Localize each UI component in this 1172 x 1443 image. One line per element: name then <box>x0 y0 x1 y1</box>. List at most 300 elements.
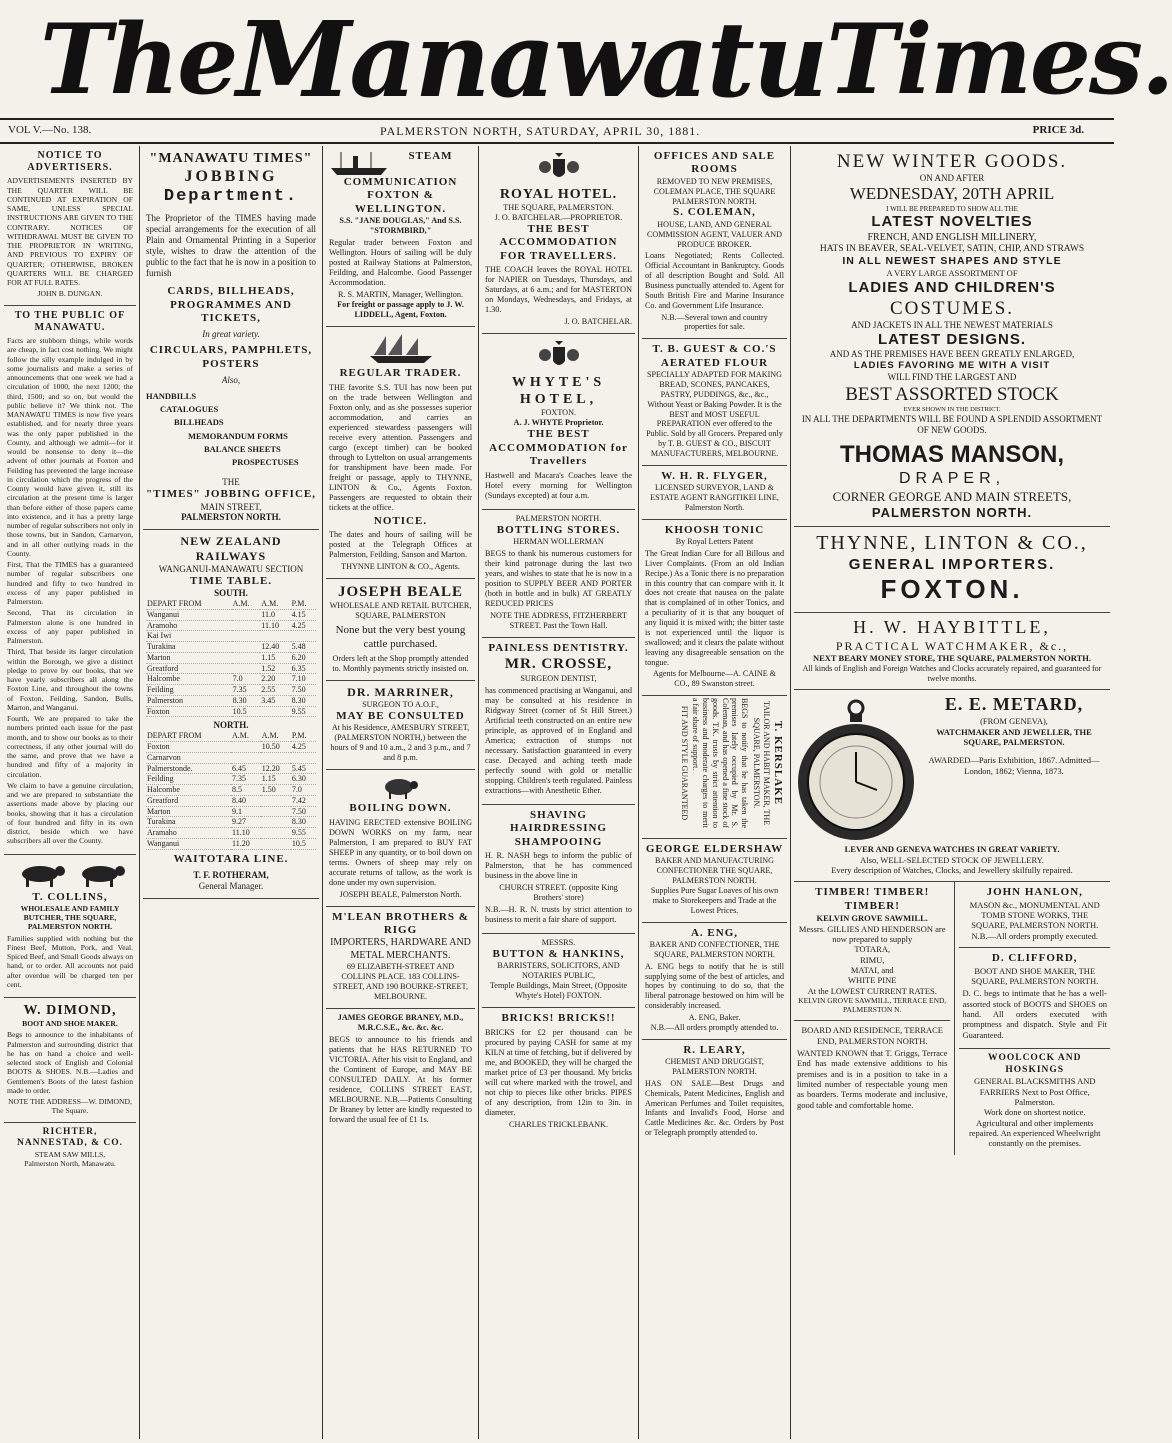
ad-heading: REGULAR TRADER. <box>339 367 462 380</box>
ad-trade: HOUSE, LAND, AND GENERAL COMMISSION AGENT, VALUER AND PRODUCE BROKER. <box>647 219 782 249</box>
manson-ad <box>794 146 1110 527</box>
regular-trader-ad <box>326 327 475 579</box>
clifford-ad <box>959 948 1110 1049</box>
departure-time: 1.15 <box>261 774 291 785</box>
ad-name: BUTTON & HANKINS, <box>492 948 625 960</box>
station-name: Foxton <box>146 742 231 753</box>
station-name: Carnarvon <box>146 752 231 763</box>
ad-name: A. ENG, <box>690 926 739 939</box>
ad-line: IN ALL NEWEST SHAPES AND STYLE <box>842 255 1062 268</box>
ad-body: The Great Indian Cure for all Billous and Liver Complaints. (From an old Indian Recipe.) As a Tonic there is no preparation in this country that can compare with it. It does not create that nausea on the palate that is complained of in other Tonics, and a peculiarity of it is that any bouquet of any liquid it is mixed with; the bitter taste is not experienced until the liquor is swallowed; and it clears the palate without leaving any disagreeable sensation on the tongue. <box>645 549 784 667</box>
departure-time <box>260 631 290 642</box>
ad-line: WEDNESDAY, 20TH APRIL <box>849 184 1055 204</box>
departure-time <box>261 817 291 828</box>
column-4 <box>482 146 635 1439</box>
ad-name: THYNNE, LINTON & CO., <box>816 532 1088 555</box>
ad-body: Families supplied with nothing but the Finest Beef, Mutton, Pork, and Veal. Spiced Beef, and Small Goods always on hand, or to order. All accounts not paid after overdue will be charged ten per cent. <box>7 933 133 989</box>
ad-line: PALMERSTON NORTH. <box>515 513 602 523</box>
railway-timetable <box>143 530 319 898</box>
departure-time: 7.0 <box>232 674 261 685</box>
ad-line: LADIES FAVORING ME WITH A VISIT <box>853 360 1051 372</box>
departure-time <box>260 706 290 717</box>
ad-line: SPECIALLY ADAPTED FOR MAKING BREAD, SCONES, PANCAKES, PASTRY, PUDDINGS, &c., &c., <box>647 370 782 399</box>
ad-heading: NEW WINTER GOODS. <box>836 151 1068 172</box>
ad-body: Third, That beside its larger circulation within the Borough, we give a distinct pledge to prove by our books, that we have yearly subscribers all along the Foxton Line, and throughout the towns of Foxton, Feilding, Sandon, Bulls, Marton, and Wanganui. <box>7 647 133 712</box>
ad-line: HATS IN BEAVER, SEAL-VELVET, SATIN, CHIP, AND STRAWS <box>819 243 1085 254</box>
public-notice <box>4 306 136 855</box>
departure-time <box>291 631 316 642</box>
ad-body: Fourth, We are prepared to take the numbers printed each issue for the past month, and to show our books as to their correctness, if any other journal will do the same, and prove that we have a hundred and fifty of a majority in circulation. <box>7 714 133 779</box>
ad-body: D. C. begs to intimate that he has a well-assorted stock of BOOTS and SHOES on hand. All orders executed with promptness and dispatch. Style and Fit Guaranteed. <box>962 988 1107 1040</box>
ad-body: N.B.—H. R. N. trusts by strict attention to business to merit a fair share of support. <box>485 905 632 924</box>
ad-line: "TIMES" JOBBING OFFICE, <box>146 488 316 501</box>
ad-title: Department. <box>163 186 299 206</box>
table-row <box>146 763 316 774</box>
ad-body: THE favorite S.S. TUI has now been put on the trade between Wellington and Foxton only, and as she possesses superior accommodation, and carries an experienced stewardess passengers will receive every attention. Passengers and cargo (except timber) can be booked through to Lyttelton on usual arrangements for transhipment have been made. For freight or passage, apply to THYNNE, LINTON & Co., Agents Foxton. Passengers are requested to obtain their tickets at the office. <box>329 382 472 512</box>
ad-trade: LICENSED SURVEYOR, LAND & ESTATE AGENT RANGITIKEI LINE, <box>650 483 779 503</box>
ad-line: KELVIN GROVE SAWMILL. <box>816 913 928 924</box>
ad-trade: BAKER AND CONFECTIONER, THE SQUARE, PALMERSTON NORTH. <box>649 940 780 959</box>
ad-line: LATEST NOVELTIES <box>871 213 1033 231</box>
ad-heading: OFFICES AND SALE ROOMS <box>653 150 776 176</box>
column-1 <box>4 146 136 1439</box>
ad-line: AND JACKETS IN ALL THE NEWEST MATERIALS <box>851 320 1053 331</box>
station-name: Palmerston <box>146 695 232 706</box>
ad-name: D. CLIFFORD, <box>991 952 1078 965</box>
departure-time: 12.20 <box>261 763 291 774</box>
ad-line: A. J. WHYTE Proprietor. <box>513 418 604 428</box>
ad-line: PALMERSTON NORTH. <box>181 512 281 523</box>
ad-line: NEXT BEARY MONEY STORE, THE SQUARE, PALMERSTON NORTH. <box>812 653 1092 664</box>
departure-time <box>232 609 261 620</box>
departure-time <box>261 795 291 806</box>
table-row <box>146 838 316 849</box>
ad-line: AWARDED—Paris Exhibition, 1867. Admitted—London, 1862; Vienna, 1873. <box>928 755 1100 776</box>
ad-line: I WILL BE PREPARED TO SHOW ALL THE <box>886 204 1018 213</box>
ad-heading: BOTTLING STORES. <box>496 523 621 536</box>
title-word-manawatu: Manawatu <box>236 0 827 121</box>
collins-ad <box>4 855 136 999</box>
ad-heading: STEAM COMMUNICATION <box>343 150 458 188</box>
list-item: CATALOGUES <box>160 404 219 415</box>
timber-item: WHITE PINE <box>848 975 897 986</box>
dimond-ad <box>4 998 136 1123</box>
ad-signature: T. F. ROTHERAM, <box>193 869 269 880</box>
eldershaw-ad <box>642 839 787 923</box>
departure-time: 7.50 <box>291 806 316 817</box>
ad-name: R. LEARY, <box>683 1043 746 1056</box>
station-name: Turakina <box>146 817 231 828</box>
table-header: DEPART FROM <box>146 599 232 609</box>
ad-note: FIT AND STYLE GUARANTEED <box>679 705 689 821</box>
list-item: HANDBILLS <box>146 391 197 402</box>
title-word-times: Times. <box>826 2 1172 116</box>
ad-trade: GENERAL IMPORTERS. <box>848 555 1056 573</box>
station-name: Palmerstonde. <box>146 763 231 774</box>
steamship-icon <box>329 150 389 176</box>
ad-trade: BARRISTERS, SOLICITORS, AND NOTARIES PUBLIC, <box>497 961 620 981</box>
station-name: Greatford <box>146 795 231 806</box>
table-row <box>146 652 316 663</box>
column-rule <box>139 146 140 1439</box>
richter-ad <box>4 1123 136 1175</box>
bricks-ad <box>482 1008 635 1135</box>
table-header: A.M. <box>232 599 261 609</box>
ad-body: A. ENG begs to notify that he is still supplying some of the best of articles, and hopes by continuing to do so, that the liberal patronage bestowed on him will be considerably increased. <box>645 961 784 1011</box>
ad-trade: GENERAL BLACKSMITHS AND FARRIERS Next to Post Office, Palmerston. <box>973 1076 1096 1107</box>
ad-line: KELVIN GROVE SAWMILL, TERRACE END, PALMERSTON N. <box>798 996 947 1015</box>
ad-line: S.S. "JANE DOUGLAS," And S.S. "STORMBIRD," <box>339 216 462 236</box>
departure-time: 11.0 <box>260 609 290 620</box>
ad-line: J. O. BATCHELAR.—PROPRIETOR. <box>494 213 623 223</box>
departure-time: 11.10 <box>231 828 261 839</box>
departure-time: 4.25 <box>291 742 316 753</box>
departure-time: 4.25 <box>291 620 316 631</box>
ad-trade: SURGEON TO A.O.F., <box>362 699 439 709</box>
ad-line: THE <box>222 477 240 488</box>
table-row <box>146 828 316 839</box>
ad-heading: BOILING DOWN. <box>349 802 452 815</box>
leary-ad <box>642 1040 787 1146</box>
table-row <box>146 609 316 620</box>
ad-name: RICHTER, NANNESTAD, & CO. <box>16 1126 124 1149</box>
ad-body: All kinds of English and Foreign Watches and Clocks accurately repaired, and guaranteed for twelve months. <box>802 663 1102 683</box>
departure-time: 7.42 <box>291 795 316 806</box>
ad-body: BEGS to notify that he has taken the premises lately occupied by Mr. S. Coleman, and has opened a fine stock of goods. T.K. trusts by strict attention to business and moderate charges to merit a fair share of support. <box>691 698 750 829</box>
price: PRICE 3d. <box>1032 124 1084 136</box>
ad-note: N.B.—Several town and country properties for sale. <box>661 312 768 332</box>
haybittle-ad <box>794 613 1110 690</box>
ad-heading: PAINLESS DENTISTRY. <box>488 642 629 655</box>
ad-signature: THYNNE LINTON & CO., Agents. <box>341 562 460 572</box>
metard-ad <box>794 690 1110 882</box>
ad-body: Loans Negotiated; Rents Collected. Official Accountant in Bankruptcy. Goods of all description Bought and Sold. All Business punctually attended to. Agent for South British Fire and Marine Insurance Co. and Government Life Insurance. <box>645 251 784 310</box>
departure-time: 12.40 <box>260 642 290 653</box>
bottom-ads <box>794 882 1110 1154</box>
ad-note: NOTE THE ADDRESS—W. DIMOND, The Square. <box>8 1097 132 1116</box>
ad-line: WANGANUI-MANAWATU SECTION <box>158 563 304 574</box>
eng-ad <box>642 923 787 1040</box>
departure-time <box>231 752 261 763</box>
station-name: Greatford <box>146 663 232 674</box>
ad-line: WILL FIND THE LARGEST AND <box>887 371 1017 382</box>
table-header: P.M. <box>291 599 316 609</box>
ad-heading: TO THE PUBLIC OF MANAWATU. <box>14 309 126 333</box>
table-header: A.M. <box>260 599 290 609</box>
table-row <box>146 685 316 696</box>
ad-line: AND AS THE PREMISES HAVE BEEN GREATLY ENLARGED, <box>829 349 1075 360</box>
ad-body: None but the very best young cattle purchased. <box>335 624 466 650</box>
ad-body: Work done on shortest notice. Agricultural and other implements repaired. An experienced Wheelwright constantly on the premises. <box>968 1107 1101 1149</box>
guest-flour-ad <box>642 339 787 466</box>
station-name: Aramaho <box>146 828 231 839</box>
departure-time: 9.1 <box>231 806 261 817</box>
khoosh-ad <box>642 520 787 696</box>
ad-line: WAITOTARA LINE. <box>173 852 289 865</box>
timber-item: MATAI, and <box>850 964 894 975</box>
ad-body: We claim to have a genuine circulation, and we are prepared to substantiate the assertions made above by placing our books, showing that it has a circulation of four hundred and fifty in its own district, beside which we have subscribers all over the County. <box>7 780 133 846</box>
title-word-the: The <box>40 2 237 116</box>
departure-time: 8.30 <box>291 695 316 706</box>
column-rule <box>478 146 479 1439</box>
ad-body: Messrs. GILLIES AND HENDERSON are now prepared to supply <box>798 923 946 944</box>
departure-time: 5.48 <box>291 642 316 653</box>
station-name: Wanganui <box>146 838 231 849</box>
ad-line: Also, WELL-SELECTED STOCK OF JEWELLERY. <box>860 854 1044 865</box>
departure-time: 1.50 <box>261 785 291 796</box>
ad-signature: JOSEPH BEALE, Palmerston North. <box>339 889 462 899</box>
departure-time <box>231 742 261 753</box>
ad-trade: BAKER AND MANUFACTURING CONFECTIONER THE SQUARE, PALMERSTON NORTH. <box>654 856 774 886</box>
ad-body: Supplies Pure Sugar Loaves of his own make to Storekeepers and Trade at the Lowest Prices. <box>650 886 779 915</box>
nash-ad <box>482 805 635 934</box>
ad-body: has commenced practising at Wanganui, and may be consulted at his residence in Ridgway Street (corner of St Hill Street.) Artificial teeth constructed on an entire new principle, as approved of in England and America; extraction of stumps not necessary. Satisfaction guaranteed in every case. Decayed and aching teeth made perfectly sound with gold or metallic stopping. Children's teeth regulated. Painless extractions—with Anesthetic Ether. <box>485 685 633 795</box>
mclean-ad <box>326 907 475 1009</box>
departure-time: 7.0 <box>291 785 316 796</box>
ad-line: EVER SHOWN IN THE DISTRICT. <box>903 406 1001 414</box>
volume-number: VOL V.—No. 138. <box>8 124 92 136</box>
ad-line: FOXTON. <box>880 574 1024 605</box>
station-name: Marton <box>146 806 231 817</box>
table-header: A.M. <box>231 731 261 741</box>
departure-time <box>232 663 261 674</box>
ad-body: Hastwell and Macara's Coaches leave the Hotel every morning for Wellington (Sundays excepted) at four a.m. <box>485 470 632 500</box>
boiling-down-ad <box>326 770 475 906</box>
ad-body: Begs to announce to the inhabitants of Palmerston and surrounding district that he has on hand a choice and well-selected stock of English and Colonial BOOTS & SHOES. N.B.—Ladies and Gentlemen's Boots of the latest fashion made to order. <box>7 1030 133 1095</box>
ad-heading: T. B. GUEST & CO.'S AERATED FLOUR <box>652 343 777 369</box>
ad-line: CHURCH STREET. (opposite King Brothers' store) <box>499 883 618 902</box>
ad-line: At the LOWEST CURRENT RATES. <box>807 985 937 996</box>
ad-body: Facts are stubborn things, while words are cheap, in fact cost nothing. We might follow the silly example indulged in by some journalists and make a series of announcements that one week we had a circulation of 1000, the next 1200; the third, 1500; and so on, but would the public believe it? We think not. The MANAWATU TIMES is now five years established, and for nearly three years was the only paper published in the County, and although we admit—for it would be nonsense to deny it—the advent of other journals at Foxton and Feilding has prevented the large increase in circulation which the progress of the County would have given it, still its circulation at the present time is larger than before either of those papers came into existence, and it has a pretty large number of regular subscribers not only in those towns, but in Sandon, Carnarvon, and in all other outlying roads in the County. <box>7 336 133 558</box>
departure-time <box>261 752 291 763</box>
beale-ad <box>326 579 475 681</box>
departure-time: 9.55 <box>291 706 316 717</box>
ad-name: WHYTE'S HOTEL, <box>511 375 606 408</box>
steam-ad <box>326 146 475 327</box>
ad-name: HERMAN WOLLERMAN <box>513 537 604 547</box>
table-row <box>146 663 316 674</box>
departure-time: 7.35 <box>232 685 261 696</box>
braney-ad <box>326 1009 475 1133</box>
kerslake-ad <box>642 696 787 839</box>
table-row <box>146 806 316 817</box>
ad-note: N.B.—All orders promptly attended to. <box>650 1022 779 1032</box>
column-5 <box>642 146 787 1439</box>
ad-body: Regular trader between Foxton and Wellington. Hours of sailing will be duly posted at Railway Stations at Palmerston, Feilding, and Halcombe. Good Passenger Accommodation. <box>329 238 472 288</box>
ad-line: LEVER AND GENEVA WATCHES IN GREAT VARIETY. <box>844 844 1060 855</box>
ad-trade: PRACTICAL WATCHMAKER, &c., <box>835 638 1069 653</box>
ad-line: FOXTON & WELLINGTON. <box>354 189 447 215</box>
ad-body: ADVERTISEMENTS INSERTED BY THE QUARTER WILL BE CONTINUED AT EXPIRATION OF SAME, UNLESS SPECIAL INSTRUCTIONS ARE GIVEN TO THE CONTRARY. NOTICES OF WITHDRAWAL MUST BE GIVEN TO THE PROPRIETOR IN WRITING, AND PREVIOUS TO EXPIRY OF QUARTER; OTHERWISE, BROKEN QUARTERS WILL BE CHARGED FOR AT FULL RATES. <box>7 176 133 288</box>
ad-line: BEST ASSORTED STOCK <box>845 383 1059 405</box>
station-name: Aramoho <box>146 620 232 631</box>
departure-time <box>232 642 261 653</box>
ad-trade: BOOT AND SHOE MAKER. <box>22 1019 118 1029</box>
coleman-ad <box>642 146 787 339</box>
departure-time: 8.30 <box>232 695 261 706</box>
ad-note: NOTE THE ADDRESS, FITZHERBERT STREET. Past the Town Hall. <box>490 611 627 631</box>
woolcock-ad <box>959 1049 1110 1155</box>
ad-line: LATEST DESIGNS. <box>877 331 1027 349</box>
table-row <box>146 817 316 828</box>
departure-time: 1.15 <box>260 652 290 663</box>
ad-line: THE BEST ACCOMMODATION for Travellers <box>489 428 628 468</box>
column-rule <box>322 146 323 1439</box>
departure-time: 8.30 <box>291 817 316 828</box>
ad-line: By Royal Letters Patent <box>675 537 754 547</box>
ad-trade: WHOLESALE AND RETAIL BUTCHER, SQUARE, PALMERSTON <box>329 601 472 621</box>
table-row <box>146 785 316 796</box>
departure-time <box>232 652 261 663</box>
departure-time: 7.10 <box>291 674 316 685</box>
ad-name: MR. CROSSE, <box>504 656 613 673</box>
ad-line: (FROM GENEVA), <box>980 716 1048 727</box>
ad-body: HAS ON SALE—Best Drugs and Chemicals, Patent Medicines, English and American Perfumes and Toilet requisites, Infants and Invalid's Food, Horse and Cattle Medicines &c. &c. Orders by Post or Telegraph promptly attended to. <box>645 1078 784 1138</box>
ad-signature: General Manager. <box>198 880 264 891</box>
ad-line: PALMERSTON NORTH. <box>871 504 1033 520</box>
coat-of-arms-icon <box>537 341 581 371</box>
ad-trade: MASON &c., MONUMENTAL AND TOMB STONE WORKS, THE SQUARE, PALMERSTON NORTH. <box>969 899 1100 931</box>
table-row <box>146 752 316 763</box>
ad-line: A VERY LARGE ASSORTMENT OF <box>886 268 1018 279</box>
ad-line: ON AND AFTER <box>919 173 985 184</box>
departure-time: 11.10 <box>260 620 290 631</box>
ad-name: JOSEPH BEALE <box>338 584 463 601</box>
ad-heading: TIMBER! TIMBER! TIMBER! <box>815 886 930 912</box>
ad-trade: TAILOR AND HABIT MAKER, THE SQUARE, PALMERSTON. <box>751 700 771 826</box>
bottom-left-ads <box>794 882 955 1154</box>
ad-name: W. DIMOND, <box>23 1003 117 1019</box>
timber-item: TOTARA, <box>854 944 891 955</box>
ad-line: MAIN STREET, <box>200 501 262 512</box>
ad-line: COSTUMES. <box>889 297 1015 319</box>
ad-trade: SURGEON DENTIST, <box>520 673 597 683</box>
table-header: A.M. <box>261 731 291 741</box>
timber-item: RIMU, <box>860 954 885 965</box>
station-name: Turakina <box>146 642 232 653</box>
ad-line: MESSRS. <box>541 938 576 947</box>
jobbing-ad <box>143 146 319 530</box>
ad-body: First, That the TIMES has a guaranteed number of regular subscribers one hundred and fifty to two hundred in excess of any paper published in Palmerston. <box>7 560 133 606</box>
departure-time: 10.50 <box>261 742 291 753</box>
departure-time: 3.45 <box>260 695 290 706</box>
ad-line: Orders left at the Shop promptly attended to. Monthly payments strictly insisted on. <box>332 654 469 674</box>
departure-time: 6.35 <box>291 663 316 674</box>
ad-line: Every description of Watches, Clocks, and Jewellery skilfully repaired. <box>831 864 1073 875</box>
table-row <box>146 631 316 642</box>
ad-title: NEW ZEALAND RAILWAYS <box>180 534 282 564</box>
ad-line: CARDS, BILLHEADS, PROGRAMMES AND TICKETS, <box>167 285 295 324</box>
departure-time: 6.20 <box>291 652 316 663</box>
departure-time: 5.45 <box>291 763 316 774</box>
station-name: Wanganui <box>146 609 232 620</box>
ad-trade: DRAPER, <box>898 470 1006 488</box>
ad-body: BRICKS for £2 per thousand can be procured by paying CASH for same at my KILN at time of fetching, but if delivered by me, and BOOKED, they will be charged the market price of £3 per thousand. My bricks will cut where marked with the trowel, and not chip to pieces like other bricks. PIPES of any description, from 12in to 3in. in diameter. <box>485 1027 632 1117</box>
ad-line: IN ALL THE DEPARTMENTS WILL BE FOUND A SPLENDID ASSORTMENT OF NEW GOODS. <box>801 413 1103 435</box>
direction-label: SOUTH. <box>214 588 248 599</box>
ad-name: S. COLEMAN, <box>673 206 756 219</box>
ad-line: THE BEST ACCOMMODATION FOR TRAVELLERS. <box>499 223 618 262</box>
departure-time <box>261 838 291 849</box>
departure-time: 10.5 <box>291 838 316 849</box>
table-row <box>146 695 316 706</box>
direction-label: NORTH. <box>213 720 249 731</box>
ad-line: CORNER GEORGE AND MAIN STREETS, <box>832 488 1072 504</box>
ad-line: Also, <box>221 375 241 386</box>
ad-heading: BOARD AND RESIDENCE, TERRACE END, PALMERSTON NORTH. <box>801 1025 943 1046</box>
timetable-north <box>146 731 316 849</box>
ad-line: LADIES AND CHILDREN'S <box>848 278 1056 296</box>
notice-advertisers <box>4 146 136 306</box>
ad-body: BEGS to thank his numerous customers for their kind patronage during the last two years, and wishes to state that he is now in a position to SUPPLY BEER AND PORTER (both in bottle and in bulk) AT GREATLY REDUCED PRICES <box>485 549 632 609</box>
ad-signature: J. O. BATCHELAR. <box>564 317 632 327</box>
ad-body: BEGS to announce to his friends and patients that he HAS RETURNED TO VICTORIA. After his visit to England, and the Continent of Europe, and MAY BE CONSULTED DAILY. At his former residence, COLLINS STREET EAST, MELBOURNE. N.B.—Patients Consulting Dr Braney by letter are kindly requested to forward the usual fee of £1 1s. <box>329 1034 472 1124</box>
timetable-south <box>146 599 316 717</box>
ad-name: WOOLCOCK AND HOSKINGS <box>987 1053 1082 1075</box>
station-name: Feilding <box>146 685 232 696</box>
ad-title: "MANAWATU TIMES" <box>149 151 313 166</box>
station-name: Marton <box>146 652 232 663</box>
ad-line: TIME TABLE. <box>189 574 273 587</box>
ad-body: 69 ELIZABETH-STREET AND COLLINS PLACE. 183 COLLINS-STREET, AND 190 BOURKE-STREET, MELBOURNE. <box>332 961 468 1001</box>
newspaper-title <box>40 0 1172 121</box>
ad-line: FOXTON. <box>540 408 577 418</box>
ad-line: Agents for Melbourne—A. CAINE & CO., 89 Swanston street. <box>653 669 776 689</box>
ad-heading: BRICKS! BRICKS!! <box>501 1012 616 1025</box>
whyte-hotel-ad <box>482 334 635 509</box>
ad-heading: NOTICE. <box>373 514 428 527</box>
ad-body: Second, That its circulation in Palmerston alone is one hundred in excess of any paper published in Palmerston. <box>7 608 133 645</box>
ad-trade: BOOT AND SHOE MAKER, THE SQUARE, PALMERSTON NORTH. <box>971 965 1099 986</box>
station-name: Kai Iwi <box>146 631 232 642</box>
masthead <box>0 0 1172 121</box>
rotated-ad-text <box>639 698 784 828</box>
ad-name: THOMAS MANSON, <box>840 440 1064 468</box>
ad-line: In great variety. <box>202 329 260 340</box>
ad-trade: STEAM SAW MILLS, <box>34 1149 106 1159</box>
ad-line: MAY BE CONSULTED <box>336 709 465 722</box>
departure-time: 9.55 <box>291 828 316 839</box>
departure-time: 9.27 <box>231 817 261 828</box>
marriner-ad <box>326 681 475 770</box>
ad-name: JOHN HANLON, <box>986 886 1083 899</box>
departure-time: 7.50 <box>291 685 316 696</box>
ad-body: The dates and hours of sailing will be posted at the Telegraph Offices at Palmerston, Feilding, Sanson and Marton. <box>329 530 472 560</box>
table-row <box>146 642 316 653</box>
button-hankins-ad <box>482 934 635 1008</box>
departure-time <box>261 828 291 839</box>
printing-items <box>146 390 316 469</box>
departure-time <box>291 752 316 763</box>
ad-name: M'LEAN BROTHERS & RIGG <box>332 910 469 936</box>
table-row <box>146 795 316 806</box>
table-row <box>146 706 316 717</box>
departure-time: 2.20 <box>260 674 290 685</box>
ad-signature: R. S. MARTIN, Manager, Wellington. <box>337 290 464 300</box>
ad-signature: A. ENG, Baker. <box>688 1013 741 1023</box>
ad-line: CIRCULARS, PAMPHLETS, POSTERS <box>149 344 313 370</box>
ad-place: Palmerston North, Manawatu. <box>24 1159 116 1169</box>
ad-heading: KHOOSH TONIC <box>664 523 765 536</box>
ad-body: Temple Buildings, Main Street, (Opposite Whyte's Hotel) FOXTON. <box>489 981 628 1001</box>
ad-body: WANTED KNOWN that T. Griggs, Terrace End has made extensive additions to his premises and is in a position to take in a limited number of respectable young men as boarders. Terms moderate and inclusive, good table and comfortable home. <box>797 1048 948 1110</box>
sheep-icon <box>381 777 421 799</box>
table-header: P.M. <box>291 731 316 741</box>
table-row <box>146 674 316 685</box>
table-row <box>146 774 316 785</box>
cattle-icon <box>10 862 130 888</box>
departure-time: 11.20 <box>231 838 261 849</box>
